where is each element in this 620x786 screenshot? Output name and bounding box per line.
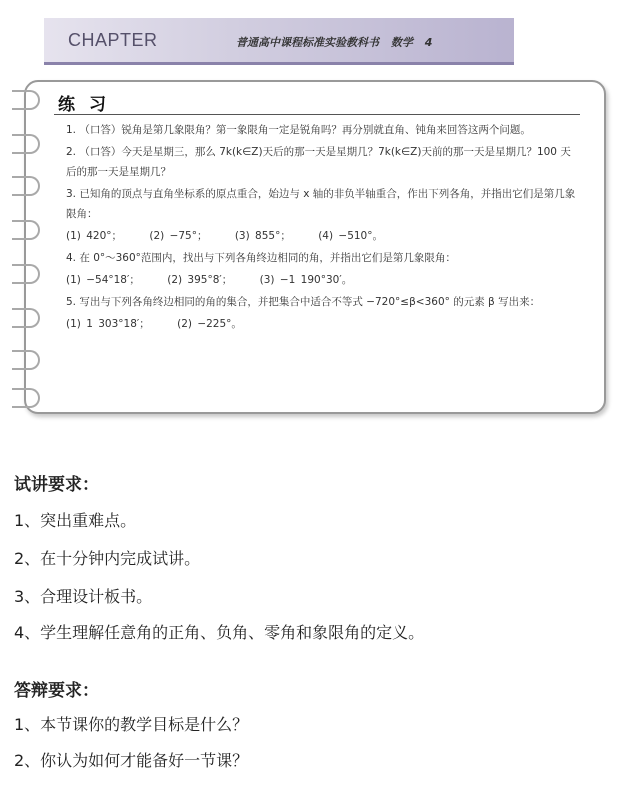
- subitem: (2) 395°8′；: [167, 274, 233, 286]
- exercise-subitems: [66, 270, 578, 290]
- exercise-item-4: [66, 248, 578, 290]
- defense-requirement-item: 1、本节课你的教学目标是什么？: [14, 715, 249, 734]
- binder-ring-icon: [12, 388, 40, 408]
- subitem: (1) 420°；: [66, 230, 123, 242]
- exercise-subitems: [66, 226, 578, 246]
- exercise-item-text: 1. （口答）锐角是第几象限角？第一象限角一定是锐角吗？再分别就直角、钝角来回答这两个问题。: [66, 124, 531, 136]
- exercise-item-1: [66, 120, 578, 140]
- binder-ring-icon: [12, 90, 40, 110]
- binder-ring-icon: [12, 220, 40, 240]
- lecture-requirements-heading: 试讲要求：: [14, 475, 99, 495]
- exercise-item-5: [66, 292, 578, 334]
- lecture-requirement-item: 2、在十分钟内完成试讲。: [14, 549, 201, 568]
- chapter-header-banner: [44, 18, 514, 65]
- subitem: (3) −1 190°30′。: [259, 274, 353, 286]
- subitem: (4) −510°。: [318, 230, 383, 242]
- defense-requirements-heading: 答辩要求：: [14, 681, 99, 701]
- subitem: (2) −75°；: [149, 230, 208, 242]
- lecture-requirement-item: 4、学生理解任意角的正角、负角、零角和象限角的定义。: [14, 623, 425, 642]
- book-subject: 数学: [390, 36, 413, 49]
- book-title: 普通高中课程标准实验教科书: [236, 36, 379, 49]
- lecture-requirement-item: 1、突出重难点。: [14, 511, 137, 530]
- exercise-subitems: [66, 314, 578, 334]
- exercise-item-text: 2. （口答）今天是星期三，那么 7k(k∈Z)天后的那一天是星期几？7k(k∈Z)天前的那一天是星期几？100 天后的那一天是星期几？: [66, 146, 571, 178]
- binder-ring-icon: [12, 308, 40, 328]
- exercise-item-text: 3. 已知角的顶点与直角坐标系的原点重合，始边与 x 轴的非负半轴重合，作出下列各角，并指出它们是第几象限角：: [66, 188, 576, 220]
- binder-ring-icon: [12, 264, 40, 284]
- book-volume: 4: [424, 36, 433, 49]
- binder-ring-icon: [12, 176, 40, 196]
- subitem: (2) −225°。: [177, 318, 242, 330]
- subitem: (1) −54°18′；: [66, 274, 140, 286]
- exercise-title: 练习: [58, 95, 120, 115]
- defense-requirement-item: 2、你认为如何才能备好一节课？: [14, 751, 249, 770]
- book-title-line: [236, 34, 440, 50]
- subitem: (3) 855°；: [234, 230, 291, 242]
- exercise-list: [66, 120, 578, 336]
- exercise-item-text: 5. 写出与下列各角终边相同的角的集合，并把集合中适合不等式 −720°≤β<360° 的元素 β 写出来：: [66, 296, 541, 308]
- exercise-card: [24, 80, 606, 414]
- exercise-title-divider: [54, 114, 580, 115]
- chapter-label: CHAPTER: [68, 30, 158, 50]
- binder-ring-icon: [12, 134, 40, 154]
- subitem: (1) 1 303°18′；: [66, 318, 150, 330]
- binder-ring-icon: [12, 350, 40, 370]
- exercise-item-3: [66, 184, 578, 246]
- exercise-item-2: [66, 142, 578, 182]
- exercise-item-text: 4. 在 0°～360°范围内，找出与下列各角终边相同的角，并指出它们是第几象限角：: [66, 252, 456, 264]
- lecture-requirement-item: 3、合理设计板书。: [14, 587, 153, 606]
